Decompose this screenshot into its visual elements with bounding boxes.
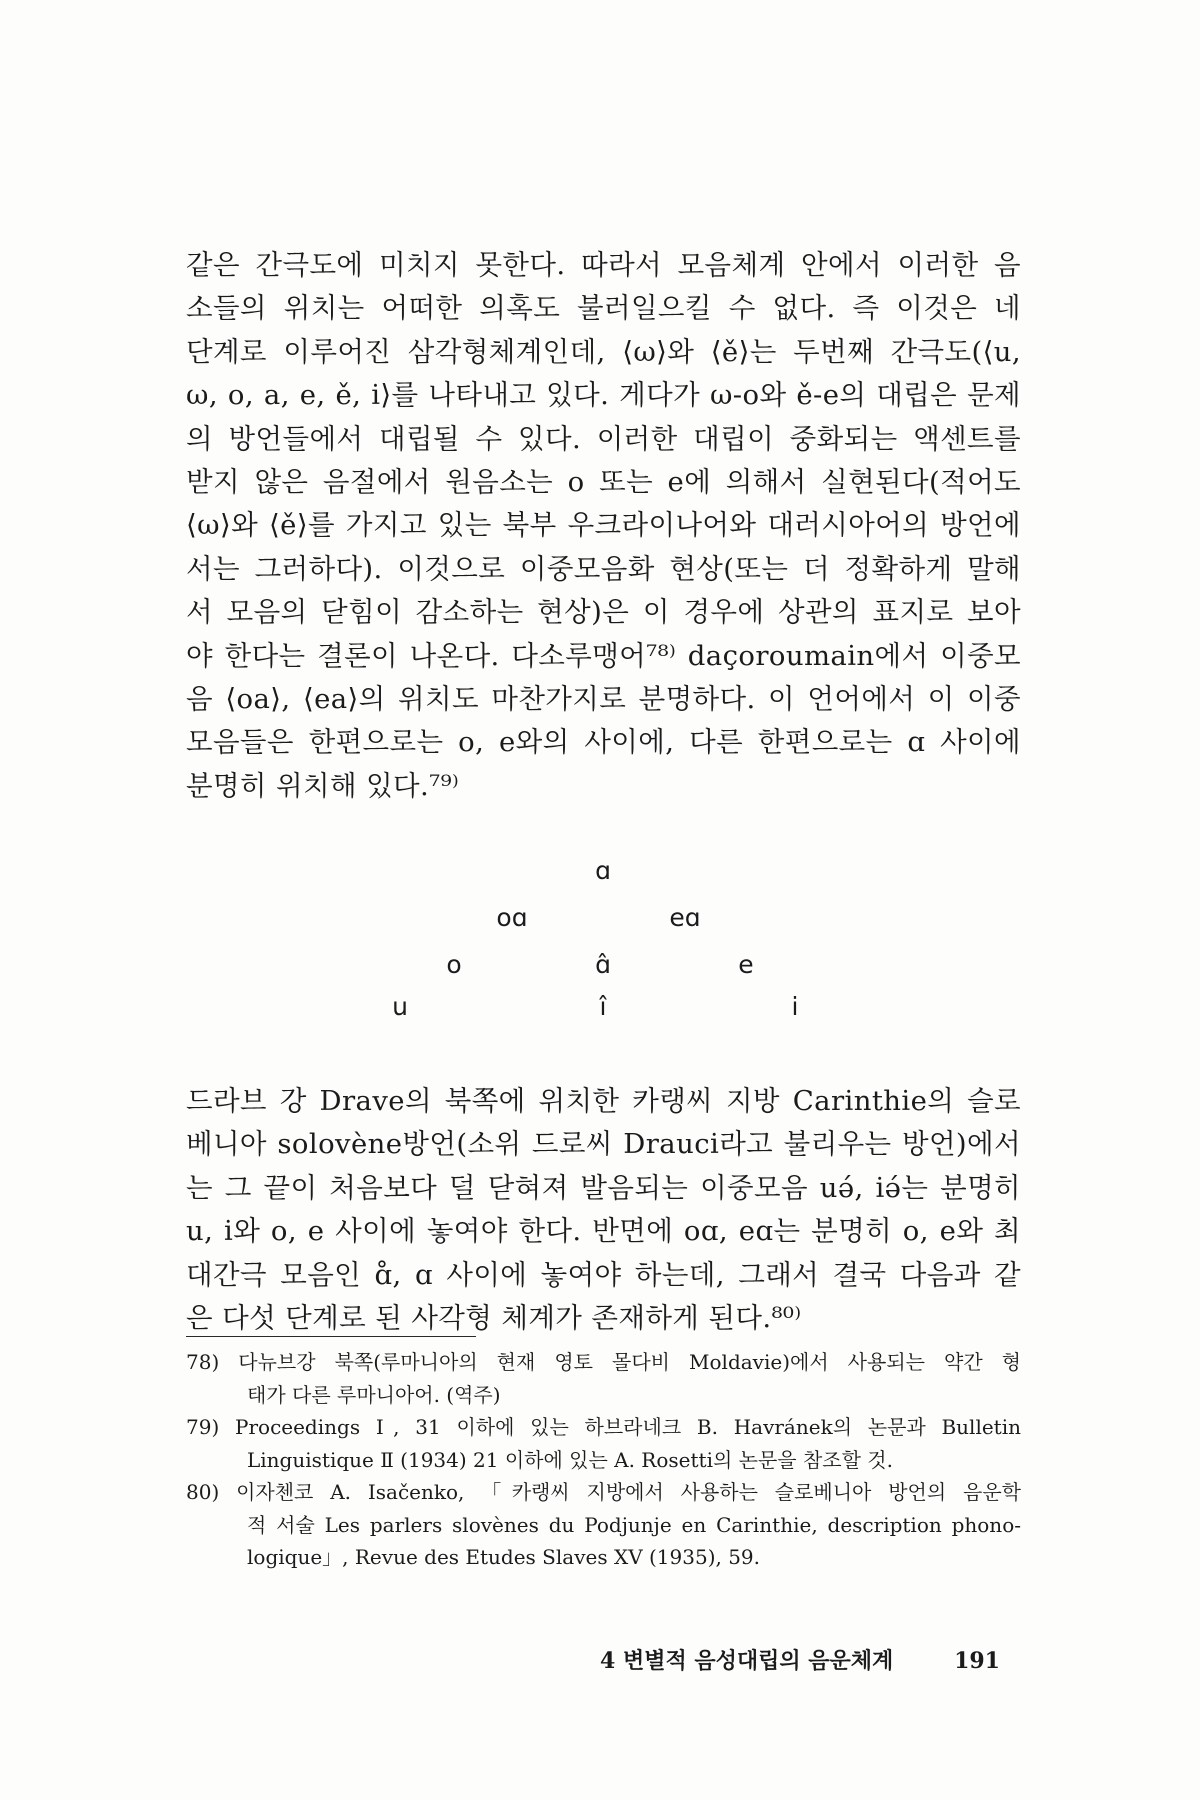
footnote-78: 78) 다뉴브강 북쪽(루마니아의 현재 영토 몰다비 Moldavie)에서 사용되는 약간 형 [186, 1350, 1021, 1374]
vowel-label: ɑ [595, 856, 611, 885]
text-line: 소들의 위치는 어떠한 의혹도 불러일으킬 수 없다. 즉 이것은 네 [186, 292, 1021, 325]
vowel-label: u [392, 992, 408, 1021]
footnote-divider [186, 1336, 476, 1337]
text-line: 는 그 끝이 처음보다 덜 닫혀져 발음되는 이중모음 uə́, iə́는 분명히 [186, 1171, 1021, 1204]
text-line: 은 다섯 단계로 된 사각형 체계가 존재하게 된다.⁸⁰⁾ [186, 1301, 802, 1334]
vowel-label: î [599, 992, 607, 1021]
chapter-title: 4 변별적 음성대립의 음운체계 [600, 1648, 894, 1674]
text-line: 의 방언들에서 대립될 수 있다. 이러한 대립이 중화되는 액센트를 [186, 422, 1021, 455]
vowel-label: i [791, 992, 799, 1021]
text-line: 음 ⟨oa⟩, ⟨ea⟩의 위치도 마찬가지로 분명하다. 이 언어에서 이 이중 [186, 682, 1021, 715]
footnote-80: 80) 이자첸코 A. Isačenko, 「카랭씨 지방에서 사용하는 슬로베니아 방언의 음운학 [186, 1480, 1021, 1504]
text-line: 베니아 solovène방언(소위 드로씨 Drauci라고 불리우는 방언)에서 [186, 1128, 1021, 1161]
text-line: 서 모음의 닫힘이 감소하는 현상)은 이 경우에 상관의 표지로 보아 [186, 596, 1021, 629]
text-line: u, i와 o, e 사이에 놓여야 한다. 반면에 oɑ, eɑ는 분명히 o, e와 최 [186, 1215, 1021, 1248]
footnote-79-continued: Linguistique Ⅱ (1934) 21 이하에 있는 A. Rosetti의 논문을 참조할 것. [247, 1447, 893, 1472]
text-line: 받지 않은 음절에서 원음소는 o 또는 e에 의해서 실현된다(적어도 [186, 465, 1021, 498]
footnotes [186, 1346, 1021, 1574]
main-paragraph [186, 244, 1021, 808]
running-footer [600, 1646, 1000, 1676]
page-number: 191 [954, 1648, 1000, 1674]
text-line: 같은 간극도에 미치지 못한다. 따라서 모음체계 안에서 이러한 음 [186, 249, 1021, 281]
vowel-label: oɑ [496, 903, 528, 932]
vowel-label: eɑ [669, 903, 701, 932]
text-line: 대간극 모음인 ɑ̊, ɑ 사이에 놓여야 하는데, 그래서 결국 다음과 같 [186, 1258, 1021, 1291]
footnote-78-continued: 태가 다른 루마니아어. (역주) [247, 1382, 501, 1407]
text-line: 서는 그러하다). 이것으로 이중모음화 현상(또는 더 정확하게 말해 [186, 552, 1021, 585]
vowel-label: o [446, 950, 462, 979]
vowel-label: ɑ̂ [595, 950, 611, 979]
text-line: ω, o, a, e, ě, i⟩를 나타내고 있다. 게다가 ω-o와 ě-e의 대립은 문제 [186, 379, 1021, 412]
footnote-80-continued: logique」, Revue des Etudes Slaves XV (1935), 59. [247, 1545, 761, 1569]
footnote-79: 79) Proceedings Ⅰ, 31 이하에 있는 하브라네크 B. Havránek의 논문과 Bulletin [186, 1415, 1021, 1439]
text-line: 분명히 위치해 있다.⁷⁹⁾ [186, 769, 460, 802]
text-line: 단계로 이루어진 삼각형체계인데, ⟨ω⟩와 ⟨ě⟩는 두번째 간극도(⟨u, [186, 335, 1021, 368]
footnote-80-continued: 적 서술 Les parlers slovènes du Podjunje en Carinthie, description phono- [247, 1512, 1021, 1537]
second-paragraph [186, 1080, 1021, 1340]
vowel-label: e [738, 950, 754, 979]
text-line: ⟨ω⟩와 ⟨ě⟩를 가지고 있는 북부 우크라이나어와 대러시아어의 방언에 [186, 509, 1021, 542]
text-line: 야 한다는 결론이 나온다. 다소루맹어⁷⁸⁾ daçoroumain에서 이중모 [186, 639, 1021, 672]
text-line: 드라브 강 Drave의 북쪽에 위치한 카랭씨 지방 Carinthie의 슬로 [186, 1085, 1021, 1117]
text-line: 모음들은 한편으로는 o, e와의 사이에, 다른 한편으로는 ɑ 사이에 [186, 726, 1021, 759]
